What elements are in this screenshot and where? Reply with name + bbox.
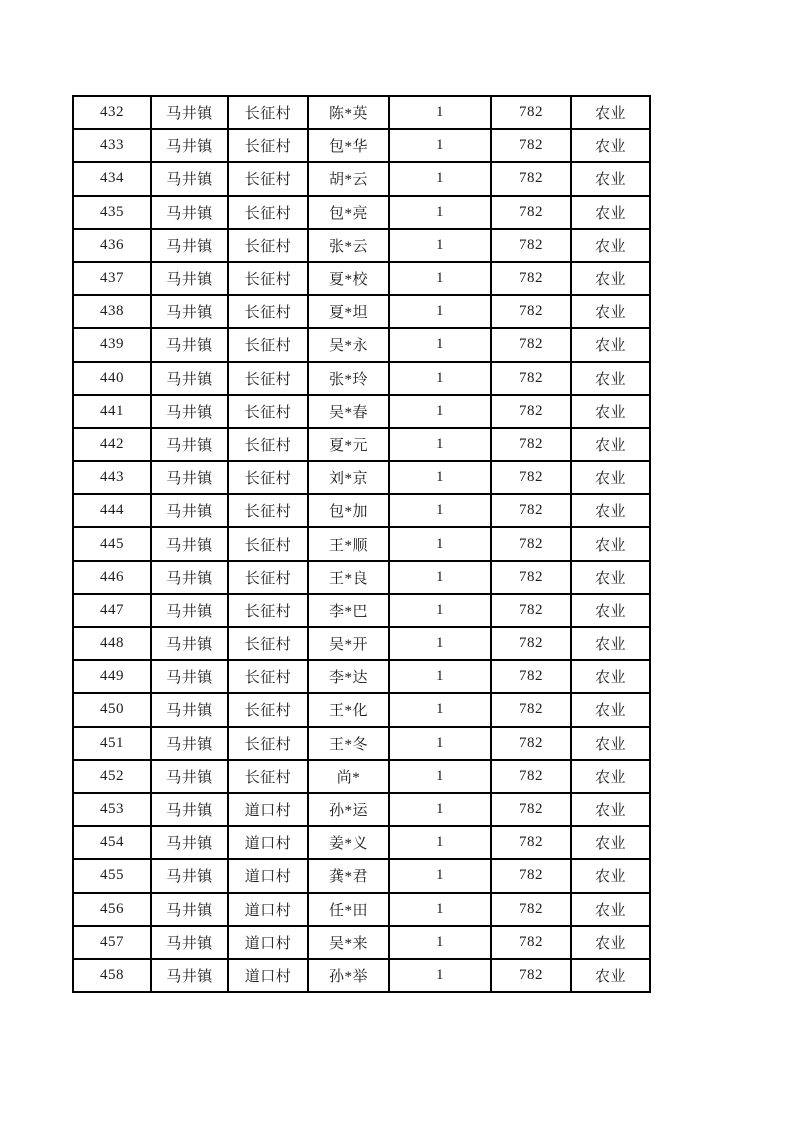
table-cell-code: 782 — [491, 693, 571, 726]
table-cell-village: 长征村 — [228, 561, 308, 594]
table-cell-count: 1 — [389, 760, 491, 793]
table-cell-code: 782 — [491, 262, 571, 295]
table-cell-category: 农业 — [571, 295, 650, 328]
table-cell-index: 435 — [73, 196, 151, 229]
table-cell-category: 农业 — [571, 461, 650, 494]
table-cell-index: 433 — [73, 129, 151, 162]
table-cell-village: 长征村 — [228, 262, 308, 295]
table-cell-count: 1 — [389, 494, 491, 527]
table-row — [73, 594, 650, 627]
table-cell-town: 马井镇 — [151, 461, 228, 494]
table-cell-count: 1 — [389, 229, 491, 262]
table-cell-count: 1 — [389, 594, 491, 627]
table-cell-name: 王*化 — [308, 693, 389, 726]
table-cell-village: 长征村 — [228, 162, 308, 195]
table-cell-code: 782 — [491, 494, 571, 527]
table-cell-village: 长征村 — [228, 627, 308, 660]
table-row — [73, 229, 650, 262]
table-cell-index: 456 — [73, 893, 151, 926]
table-cell-town: 马井镇 — [151, 527, 228, 560]
table-cell-name: 吴*来 — [308, 926, 389, 959]
table-cell-town: 马井镇 — [151, 129, 228, 162]
table-cell-count: 1 — [389, 926, 491, 959]
table-cell-code: 782 — [491, 129, 571, 162]
table-row — [73, 129, 650, 162]
table-cell-count: 1 — [389, 826, 491, 859]
table-cell-code: 782 — [491, 561, 571, 594]
table-cell-code: 782 — [491, 527, 571, 560]
table-cell-index: 457 — [73, 926, 151, 959]
table-cell-town: 马井镇 — [151, 262, 228, 295]
table-cell-village: 长征村 — [228, 727, 308, 760]
table-cell-count: 1 — [389, 295, 491, 328]
table-cell-index: 443 — [73, 461, 151, 494]
table-row — [73, 561, 650, 594]
table-cell-code: 782 — [491, 760, 571, 793]
table-cell-category: 农业 — [571, 196, 650, 229]
table-cell-index: 458 — [73, 959, 151, 992]
table-row — [73, 627, 650, 660]
table-cell-town: 马井镇 — [151, 627, 228, 660]
table-cell-category: 农业 — [571, 826, 650, 859]
table-body — [73, 96, 650, 992]
table-cell-index: 440 — [73, 362, 151, 395]
table-cell-count: 1 — [389, 362, 491, 395]
table-cell-village: 长征村 — [228, 295, 308, 328]
table-cell-name: 王*冬 — [308, 727, 389, 760]
table-cell-name: 吴*永 — [308, 328, 389, 361]
table-cell-town: 马井镇 — [151, 893, 228, 926]
table-cell-category: 农业 — [571, 362, 650, 395]
table-cell-index: 449 — [73, 660, 151, 693]
table-cell-town: 马井镇 — [151, 727, 228, 760]
table-cell-town: 马井镇 — [151, 594, 228, 627]
table-cell-index: 442 — [73, 428, 151, 461]
table-row — [73, 162, 650, 195]
table-cell-category: 农业 — [571, 229, 650, 262]
table-cell-code: 782 — [491, 196, 571, 229]
table-cell-code: 782 — [491, 926, 571, 959]
table-cell-code: 782 — [491, 594, 571, 627]
table-cell-count: 1 — [389, 262, 491, 295]
table-cell-village: 长征村 — [228, 428, 308, 461]
table-cell-count: 1 — [389, 395, 491, 428]
table-cell-name: 李*巴 — [308, 594, 389, 627]
table-row — [73, 295, 650, 328]
table-row — [73, 893, 650, 926]
table-cell-count: 1 — [389, 693, 491, 726]
table-cell-index: 451 — [73, 727, 151, 760]
table-cell-count: 1 — [389, 859, 491, 892]
table-row — [73, 395, 650, 428]
table-row — [73, 527, 650, 560]
table-cell-category: 农业 — [571, 527, 650, 560]
table-cell-village: 长征村 — [228, 196, 308, 229]
table-cell-town: 马井镇 — [151, 826, 228, 859]
table-cell-town: 马井镇 — [151, 760, 228, 793]
table-cell-name: 姜*义 — [308, 826, 389, 859]
table-cell-village: 长征村 — [228, 594, 308, 627]
resident-table — [72, 95, 651, 993]
table-cell-count: 1 — [389, 428, 491, 461]
table-cell-village: 道口村 — [228, 893, 308, 926]
table-cell-code: 782 — [491, 627, 571, 660]
table-cell-village: 长征村 — [228, 660, 308, 693]
table-cell-code: 782 — [491, 328, 571, 361]
table-row — [73, 926, 650, 959]
table-cell-code: 782 — [491, 461, 571, 494]
table-cell-name: 龚*君 — [308, 859, 389, 892]
table-cell-index: 448 — [73, 627, 151, 660]
table-cell-town: 马井镇 — [151, 428, 228, 461]
table-cell-category: 农业 — [571, 494, 650, 527]
table-cell-town: 马井镇 — [151, 926, 228, 959]
table-cell-category: 农业 — [571, 926, 650, 959]
table-cell-code: 782 — [491, 727, 571, 760]
table-cell-index: 447 — [73, 594, 151, 627]
table-cell-code: 782 — [491, 893, 571, 926]
table-cell-town: 马井镇 — [151, 328, 228, 361]
table-cell-name: 孙*举 — [308, 959, 389, 992]
table-cell-index: 444 — [73, 494, 151, 527]
table-cell-town: 马井镇 — [151, 196, 228, 229]
table-row — [73, 428, 650, 461]
table-cell-index: 432 — [73, 96, 151, 129]
table-cell-index: 445 — [73, 527, 151, 560]
table-cell-name: 李*达 — [308, 660, 389, 693]
table-cell-village: 长征村 — [228, 328, 308, 361]
table-cell-village: 道口村 — [228, 826, 308, 859]
table-cell-index: 436 — [73, 229, 151, 262]
table-cell-count: 1 — [389, 328, 491, 361]
table-row — [73, 362, 650, 395]
table-cell-name: 包*加 — [308, 494, 389, 527]
table-cell-town: 马井镇 — [151, 561, 228, 594]
table-cell-village: 道口村 — [228, 926, 308, 959]
table-cell-village: 道口村 — [228, 859, 308, 892]
table-row — [73, 196, 650, 229]
table-cell-index: 450 — [73, 693, 151, 726]
table-row — [73, 693, 650, 726]
table-cell-index: 439 — [73, 328, 151, 361]
table-cell-category: 农业 — [571, 660, 650, 693]
table-cell-code: 782 — [491, 428, 571, 461]
table-cell-name: 孙*运 — [308, 793, 389, 826]
table-cell-count: 1 — [389, 162, 491, 195]
table-cell-category: 农业 — [571, 428, 650, 461]
table-cell-town: 马井镇 — [151, 859, 228, 892]
table-cell-code: 782 — [491, 793, 571, 826]
table-cell-town: 马井镇 — [151, 395, 228, 428]
table-cell-code: 782 — [491, 96, 571, 129]
table-cell-category: 农业 — [571, 727, 650, 760]
table-cell-town: 马井镇 — [151, 295, 228, 328]
table-row — [73, 760, 650, 793]
table-cell-town: 马井镇 — [151, 494, 228, 527]
table-cell-village: 长征村 — [228, 362, 308, 395]
table-cell-town: 马井镇 — [151, 660, 228, 693]
table-cell-count: 1 — [389, 893, 491, 926]
table-cell-code: 782 — [491, 660, 571, 693]
table-cell-category: 农业 — [571, 760, 650, 793]
table-cell-index: 441 — [73, 395, 151, 428]
table-cell-count: 1 — [389, 196, 491, 229]
table-cell-code: 782 — [491, 362, 571, 395]
table-cell-count: 1 — [389, 129, 491, 162]
table-row — [73, 793, 650, 826]
table-cell-name: 张*玲 — [308, 362, 389, 395]
table-cell-category: 农业 — [571, 262, 650, 295]
table-cell-village: 长征村 — [228, 760, 308, 793]
table-cell-index: 438 — [73, 295, 151, 328]
table-cell-village: 道口村 — [228, 793, 308, 826]
table-cell-category: 农业 — [571, 959, 650, 992]
table-cell-count: 1 — [389, 561, 491, 594]
table-cell-town: 马井镇 — [151, 229, 228, 262]
table-cell-category: 农业 — [571, 859, 650, 892]
table-cell-code: 782 — [491, 162, 571, 195]
table-cell-category: 农业 — [571, 395, 650, 428]
table-cell-name: 夏*校 — [308, 262, 389, 295]
table-row — [73, 262, 650, 295]
table-cell-count: 1 — [389, 793, 491, 826]
table-row — [73, 660, 650, 693]
table-cell-town: 马井镇 — [151, 693, 228, 726]
table-cell-village: 道口村 — [228, 959, 308, 992]
table-cell-village: 长征村 — [228, 461, 308, 494]
table-cell-index: 437 — [73, 262, 151, 295]
table-cell-name: 吴*开 — [308, 627, 389, 660]
table-cell-count: 1 — [389, 96, 491, 129]
table-cell-count: 1 — [389, 660, 491, 693]
table-cell-code: 782 — [491, 859, 571, 892]
table-cell-village: 长征村 — [228, 96, 308, 129]
table-cell-code: 782 — [491, 959, 571, 992]
table-cell-name: 夏*坦 — [308, 295, 389, 328]
table-row — [73, 727, 650, 760]
table-cell-name: 尚* — [308, 760, 389, 793]
table-cell-count: 1 — [389, 627, 491, 660]
table-cell-category: 农业 — [571, 162, 650, 195]
table-cell-index: 455 — [73, 859, 151, 892]
table-cell-name: 刘*京 — [308, 461, 389, 494]
table-cell-name: 任*田 — [308, 893, 389, 926]
table-cell-index: 452 — [73, 760, 151, 793]
table-cell-town: 马井镇 — [151, 362, 228, 395]
table-cell-village: 长征村 — [228, 229, 308, 262]
table-cell-index: 446 — [73, 561, 151, 594]
table-cell-count: 1 — [389, 461, 491, 494]
table-row — [73, 328, 650, 361]
table-cell-category: 农业 — [571, 627, 650, 660]
table-cell-index: 434 — [73, 162, 151, 195]
table-cell-name: 王*良 — [308, 561, 389, 594]
table-cell-village: 长征村 — [228, 527, 308, 560]
table-cell-category: 农业 — [571, 328, 650, 361]
table-cell-name: 胡*云 — [308, 162, 389, 195]
table-cell-town: 马井镇 — [151, 793, 228, 826]
table-cell-name: 夏*元 — [308, 428, 389, 461]
table-cell-name: 包*亮 — [308, 196, 389, 229]
table-cell-count: 1 — [389, 959, 491, 992]
table-cell-village: 长征村 — [228, 129, 308, 162]
table-row — [73, 826, 650, 859]
table-cell-village: 长征村 — [228, 693, 308, 726]
table-cell-town: 马井镇 — [151, 162, 228, 195]
table-cell-town: 马井镇 — [151, 96, 228, 129]
table-cell-name: 包*华 — [308, 129, 389, 162]
table-cell-code: 782 — [491, 295, 571, 328]
table-row — [73, 959, 650, 992]
table-cell-village: 长征村 — [228, 494, 308, 527]
table-cell-village: 长征村 — [228, 395, 308, 428]
table-row — [73, 494, 650, 527]
table-cell-code: 782 — [491, 395, 571, 428]
table-cell-name: 张*云 — [308, 229, 389, 262]
table-cell-category: 农业 — [571, 594, 650, 627]
table-cell-count: 1 — [389, 727, 491, 760]
table-cell-name: 吴*春 — [308, 395, 389, 428]
table-cell-category: 农业 — [571, 96, 650, 129]
table-cell-category: 农业 — [571, 793, 650, 826]
table-cell-name: 王*顺 — [308, 527, 389, 560]
table-cell-count: 1 — [389, 527, 491, 560]
table-row — [73, 859, 650, 892]
table-row — [73, 96, 650, 129]
table-cell-category: 农业 — [571, 893, 650, 926]
table-cell-index: 453 — [73, 793, 151, 826]
table-cell-category: 农业 — [571, 693, 650, 726]
table-cell-code: 782 — [491, 229, 571, 262]
table-row — [73, 461, 650, 494]
table-cell-code: 782 — [491, 826, 571, 859]
table-cell-name: 陈*英 — [308, 96, 389, 129]
table-cell-category: 农业 — [571, 561, 650, 594]
table-cell-category: 农业 — [571, 129, 650, 162]
table-cell-town: 马井镇 — [151, 959, 228, 992]
table-cell-index: 454 — [73, 826, 151, 859]
